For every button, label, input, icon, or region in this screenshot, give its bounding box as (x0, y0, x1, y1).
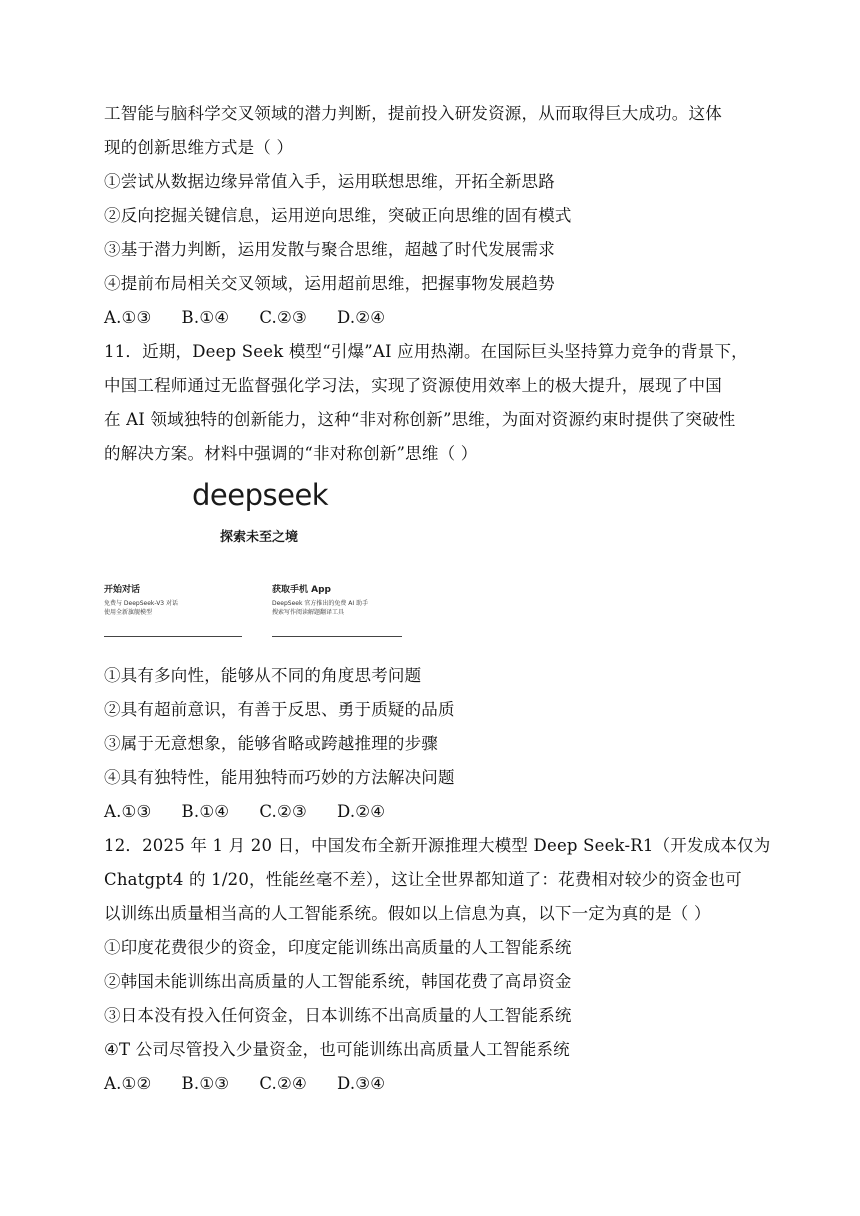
q12-stem-line-2: Chatgpt4 的 1/20，性能丝毫不差），这让全世界都知道了：花费相对较少的资金也可 (104, 870, 742, 889)
q11-stem-line-1: 11．近期，Deep Seek 模型“引爆”AI 应用热潮。在国际巨头坚持算力竞争的背景下， (104, 342, 748, 361)
q12-item-2: ②韩国未能训练出高质量的人工智能系统，韩国花费了高昂资金 (104, 972, 572, 991)
q12-option-b: B.①③ (181, 1074, 230, 1093)
q10-option-b: B.①④ (181, 308, 230, 327)
q12-item-4: ④T 公司尽管投入少量资金，也可能训练出高质量人工智能系统 (104, 1040, 570, 1059)
q12-option-a: A.①② (104, 1074, 152, 1093)
q11-stem-line-4: 的解决方案。材料中强调的“非对称创新”思维（ ） (104, 444, 478, 463)
deepseek-logo: deepseek (192, 478, 329, 512)
get-app-line-2: 搜索写作阅读解题翻译工具 (272, 609, 345, 616)
q10-item-3: ③基于潜力判断，运用发散与聚合思维，超越了时代发展需求 (104, 240, 555, 259)
get-app-title: 获取手机 App (272, 585, 331, 595)
q11-item-4: ④具有独特性，能用独特而巧妙的方法解决问题 (104, 768, 455, 787)
q11-option-b: B.①④ (181, 802, 230, 821)
start-chat-card (104, 582, 242, 617)
get-app-divider (272, 636, 402, 637)
start-chat-line-2: 使用全新旗舰模型 (104, 609, 153, 616)
q10-item-2: ②反向挖掘关键信息，运用逆向思维，突破正向思维的固有模式 (104, 206, 572, 225)
q11-item-2: ②具有超前意识，有善于反思、勇于质疑的品质 (104, 700, 455, 719)
q12-item-3: ③日本没有投入任何资金，日本训练不出高质量的人工智能系统 (104, 1006, 572, 1025)
deepseek-screenshot-figure (104, 476, 404, 642)
get-app-line-1: DeepSeek 官方推出的免费 AI 助手 (272, 600, 369, 607)
q12-option-d: D.③④ (336, 1074, 386, 1093)
start-chat-line-1: 免费与 DeepSeek-V3 对话 (104, 600, 179, 607)
q12-stem-line-1: 12．2025 年 1 月 20 日，中国发布全新开源推理大模型 Deep Seek-R1（开发成本仅为 (104, 836, 771, 855)
q11-option-d: D.②④ (336, 802, 386, 821)
q11-option-a: A.①③ (104, 802, 152, 821)
q10-stem-line-1: 工智能与脑科学交叉领域的潜力判断，提前投入研发资源，从而取得巨大成功。这体 (104, 104, 722, 123)
q10-item-4: ④提前布局相关交叉领域，运用超前思维，把握事物发展趋势 (104, 274, 555, 293)
q10-option-c: C.②③ (259, 308, 307, 327)
start-chat-divider (104, 636, 242, 637)
q10-options (104, 308, 415, 328)
q10-item-1: ①尝试从数据边缘异常值入手，运用联想思维，开拓全新思路 (104, 172, 555, 191)
q11-options (104, 802, 415, 822)
q10-option-d: D.②④ (336, 308, 386, 327)
q12-item-1: ①印度花费很少的资金，印度定能训练出高质量的人工智能系统 (104, 938, 572, 957)
q11-item-3: ③属于无意想象，能够省略或跨越推理的步骤 (104, 734, 438, 753)
q11-item-1: ①具有多向性，能够从不同的角度思考问题 (104, 666, 422, 685)
q11-stem-line-2: 中国工程师通过无监督强化学习法，实现了资源使用效率上的极大提升，展现了中国 (104, 376, 722, 395)
start-chat-title: 开始对话 (104, 585, 141, 595)
q12-options (104, 1074, 415, 1094)
q12-stem-line-3: 以训练出质量相当高的人工智能系统。假如以上信息为真，以下一定为真的是（ ） (104, 904, 711, 923)
q10-stem-line-2: 现的创新思维方式是（ ） (104, 138, 294, 157)
q11-option-c: C.②③ (259, 802, 307, 821)
get-app-card (272, 582, 402, 617)
deepseek-slogan: 探索未至之境 (220, 530, 299, 545)
q10-option-a: A.①③ (104, 308, 152, 327)
q11-stem-line-3: 在 AI 领域独特的创新能力，这种“非对称创新”思维，为面对资源约束时提供了突破性 (104, 410, 736, 429)
q12-option-c: C.②④ (259, 1074, 307, 1093)
